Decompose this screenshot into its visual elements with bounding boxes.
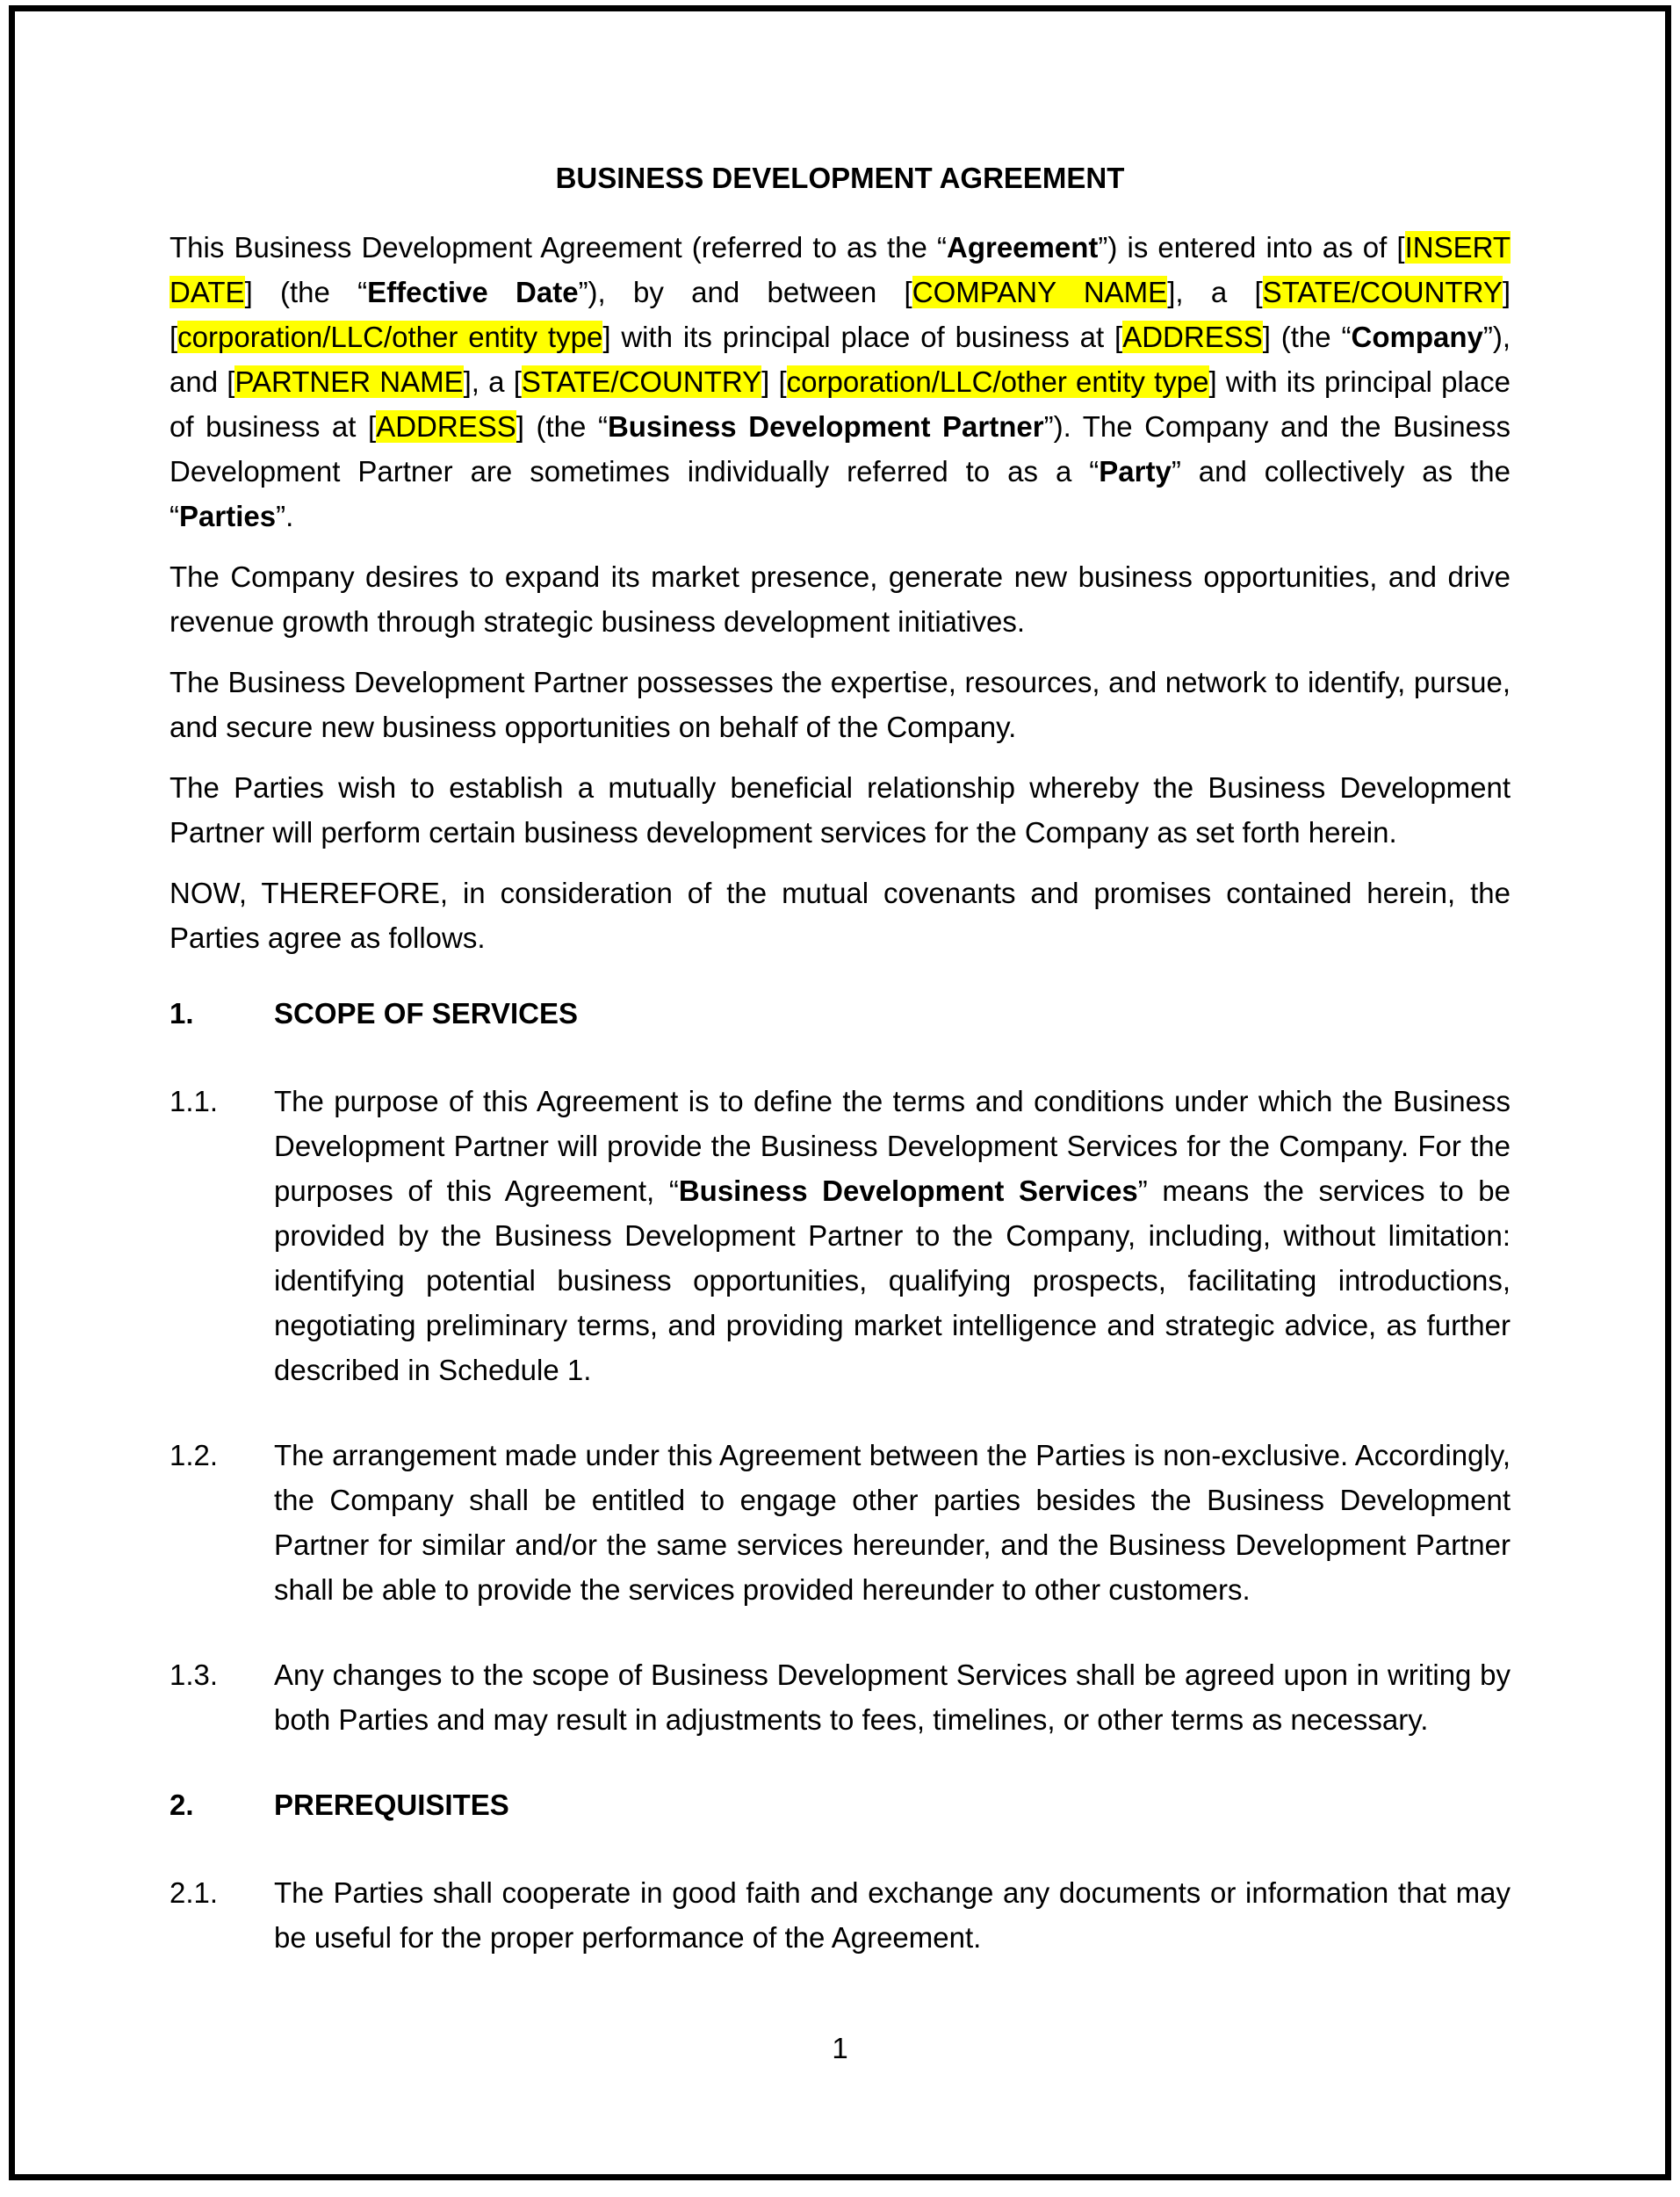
- bold-text-run: Business Development Partner: [607, 410, 1044, 443]
- section-2-number: 2.: [169, 1789, 194, 1821]
- intro-paragraph-5: [169, 871, 1511, 960]
- highlighted-placeholder: STATE/COUNTRY: [1262, 276, 1503, 308]
- text-run: ] (the “: [1262, 321, 1352, 353]
- bold-text-run: Business Development Services: [678, 1174, 1138, 1207]
- text-run: ”.: [276, 500, 294, 532]
- bold-text-run: Parties: [179, 500, 277, 532]
- text-run: ” and collectively as the “: [169, 455, 1511, 532]
- bold-text-run: Effective Date: [367, 276, 579, 308]
- clause-1-1-text: [274, 1079, 1511, 1392]
- text-run: This Business Development Agreement (referred to as the “: [169, 231, 947, 264]
- text-run: ”), by and between [: [578, 276, 912, 308]
- bold-text-run: Company: [1351, 321, 1483, 353]
- highlighted-placeholder: PARTNER NAME: [234, 365, 464, 398]
- text-run: ] [: [169, 276, 1511, 353]
- text-run: ] (the “: [516, 410, 608, 443]
- text-run: ”), and [: [169, 321, 1511, 398]
- intro-paragraph-4: [169, 765, 1511, 855]
- text-run: The Business Development Partner possesses the expertise, resources, and network to identify, pursue, and secure new business opportunities on behalf of the Company.: [169, 666, 1511, 743]
- text-run: The arrangement made under this Agreement between the Parties is non-exclusive. Accordingly, the Company shall be entitled to engage other parties besides the Business Development Partner for similar and/or the same services hereunder, and the Business Development Partner shall be able to provide the services provided hereunder to other customers.: [274, 1439, 1511, 1606]
- section-1-number: 1.: [169, 997, 194, 1030]
- document-content: [15, 11, 1665, 1960]
- intro-paragraph-2: [169, 554, 1511, 644]
- highlighted-placeholder: COMPANY NAME: [912, 276, 1168, 308]
- clause-1-1: [169, 1079, 1511, 1392]
- clause-2-1-number: 2.1.: [169, 1876, 219, 1909]
- highlighted-placeholder: corporation/LLC/other entity type: [177, 321, 603, 353]
- text-run: ] with its principal place of business at [: [602, 321, 1123, 353]
- text-run: ] [: [761, 365, 787, 398]
- clause-1-1-number: 1.1.: [169, 1085, 219, 1117]
- section-1-title: SCOPE OF SERVICES: [274, 997, 578, 1030]
- section-2-title: PREREQUISITES: [274, 1789, 509, 1821]
- clause-2-1: [169, 1870, 1511, 1960]
- clause-1-2: [169, 1433, 1511, 1612]
- clause-1-2-text: [274, 1433, 1511, 1612]
- bold-text-run: Agreement: [947, 231, 1099, 264]
- text-run: ] with its principal place of business at [: [169, 365, 1511, 443]
- highlighted-placeholder: STATE/COUNTRY: [521, 365, 762, 398]
- text-run: ” means the services to be provided by the Business Development Partner to the Company, including, without limitation: identifying potential business opportunities, qualifying prospects, facilitating introductions, negotiating preliminary terms, and providing market intelligence and strategic advice, as further described in Schedule 1.: [274, 1174, 1511, 1386]
- clause-1-3-number: 1.3.: [169, 1659, 219, 1691]
- text-run: Any changes to the scope of Business Development Services shall be agreed upon in writing by both Parties and may result in adjustments to fees, timelines, or other terms as necessary.: [274, 1659, 1511, 1736]
- text-run: NOW, THEREFORE, in consideration of the mutual covenants and promises contained herein, the Parties agree as follows.: [169, 877, 1511, 954]
- text-run: The Company desires to expand its market presence, generate new business opportunities, and drive revenue growth through strategic business development initiatives.: [169, 560, 1511, 638]
- section-1-heading: [169, 991, 1511, 1036]
- bold-text-run: Party: [1099, 455, 1172, 488]
- highlighted-placeholder: INSERT DATE: [169, 231, 1511, 308]
- intro-paragraph-3: [169, 660, 1511, 749]
- highlighted-placeholder: ADDRESS: [1122, 321, 1263, 353]
- text-run: ”) is entered into as of [: [1098, 231, 1405, 264]
- clause-1-3-text: [274, 1652, 1511, 1742]
- document-title: BUSINESS DEVELOPMENT AGREEMENT: [555, 162, 1125, 194]
- text-run: ”). The Company and the Business Development Partner are sometimes individually referred to as a “: [169, 410, 1511, 488]
- clause-1-2-number: 1.2.: [169, 1439, 219, 1471]
- intro-paragraph-1: [169, 225, 1511, 538]
- highlighted-placeholder: corporation/LLC/other entity type: [786, 365, 1209, 398]
- section-2-heading: [169, 1782, 1511, 1827]
- clause-1-3: [169, 1652, 1511, 1742]
- page-border: [9, 5, 1671, 2180]
- text-run: ], a [: [1167, 276, 1263, 308]
- text-run: The Parties wish to establish a mutually beneficial relationship whereby the Business Development Partner will perform certain business development services for the Company as set forth herein.: [169, 771, 1511, 849]
- text-run: The Parties shall cooperate in good faith and exchange any documents or information that may be useful for the proper performance of the Agreement.: [274, 1876, 1511, 1954]
- highlighted-placeholder: ADDRESS: [376, 410, 516, 443]
- text-run: ] (the “: [244, 276, 368, 308]
- page-number: 1: [832, 2032, 848, 2064]
- text-run: ], a [: [463, 365, 522, 398]
- text-run: The purpose of this Agreement is to define the terms and conditions under which the Business Development Partner will provide the Business Development Services for the Company. For the purposes of this Agreement, “: [274, 1085, 1511, 1207]
- clause-2-1-text: [274, 1870, 1511, 1960]
